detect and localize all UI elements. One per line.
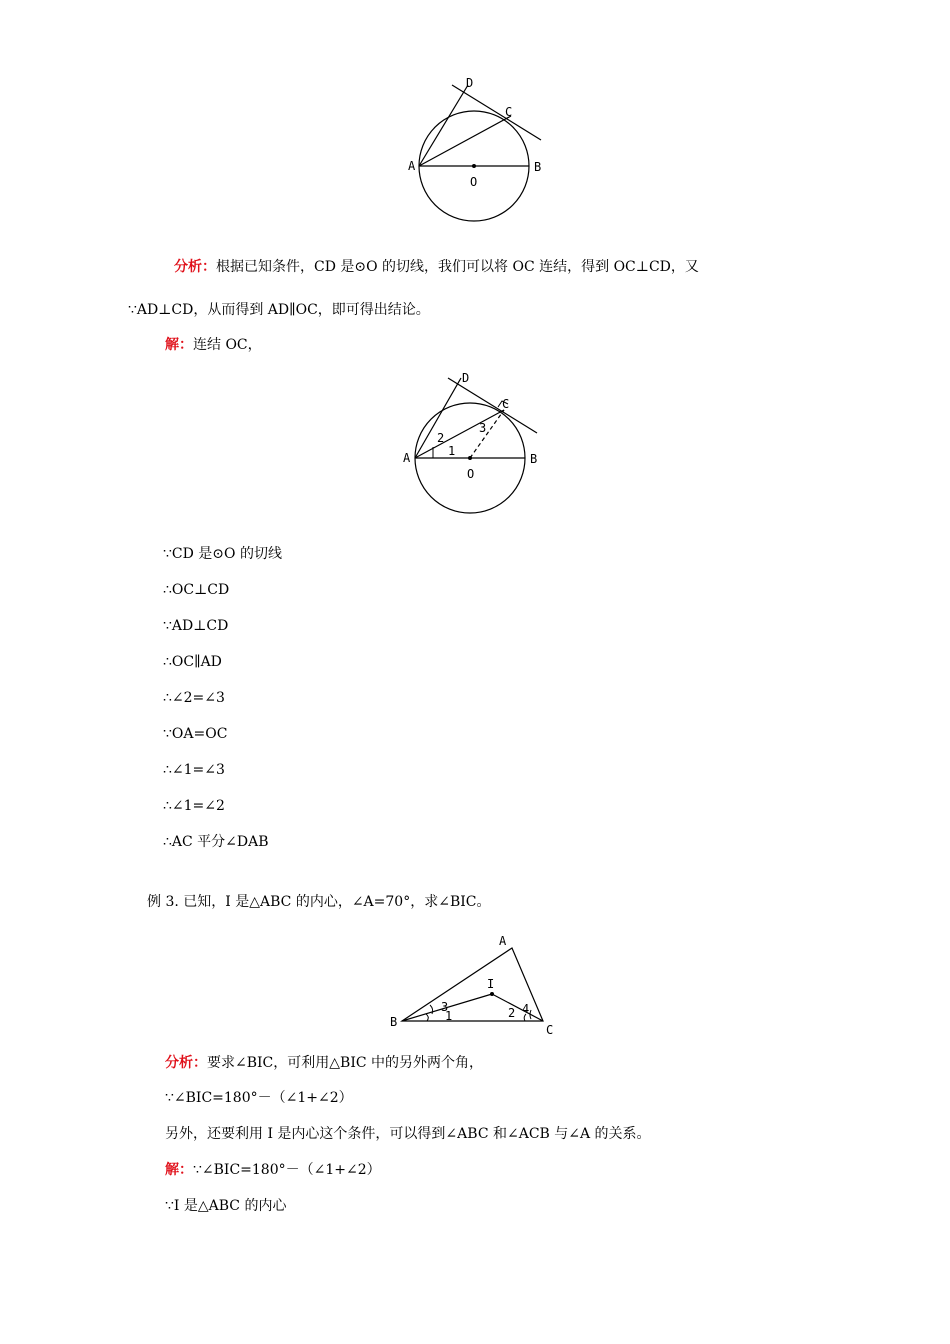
svg-text:4: 4 — [522, 1002, 530, 1016]
figure-circle-radius — [398, 370, 558, 520]
svg-text:C: C — [505, 105, 513, 119]
svg-text:3: 3 — [479, 421, 487, 435]
svg-text:O: O — [467, 467, 475, 481]
svg-text:D: D — [462, 371, 470, 385]
svg-text:C: C — [546, 1023, 554, 1037]
step-9: ∴AC 平分∠DAB — [163, 834, 269, 850]
solution-text: 连结 OC， — [193, 337, 262, 353]
analysis-2-text: 要求∠BIC，可利用△BIC 中的另外两个角， — [207, 1055, 484, 1071]
step-3: ∵AD⊥CD — [163, 618, 229, 634]
svg-text:B: B — [534, 160, 542, 174]
svg-text:1: 1 — [445, 1009, 453, 1023]
solution-1 — [165, 336, 262, 354]
svg-text:O: O — [470, 175, 478, 189]
example-3: 例 3. 已知，I 是△ABC 的内心，∠A=70°，求∠BIC。 — [147, 894, 491, 910]
analysis-2 — [165, 1054, 483, 1072]
analysis-label: 分析： — [174, 259, 216, 275]
svg-text:D: D — [466, 78, 474, 90]
svg-text:C: C — [502, 397, 510, 411]
svg-text:A: A — [408, 159, 416, 173]
solution-2 — [165, 1161, 381, 1179]
solution-2-label: 解： — [165, 1162, 193, 1178]
analysis-2-line-2: ∵∠BIC=180°－（∠1+∠2） — [165, 1090, 353, 1106]
step-6: ∵OA=OC — [163, 726, 228, 742]
step-1: ∵CD 是⊙O 的切线 — [163, 546, 282, 562]
analysis-text: 根据已知条件，CD 是⊙O 的切线，我们可以将 OC 连结，得到 OC⊥CD，又 — [216, 259, 699, 275]
svg-text:I: I — [487, 977, 495, 991]
solution-2-line-2: ∵I 是△ABC 的内心 — [165, 1198, 287, 1214]
step-5: ∴∠2=∠3 — [163, 690, 225, 706]
step-4: ∴OC∥AD — [163, 654, 222, 670]
analysis-1-line-1 — [174, 258, 699, 276]
figure-triangle-incenter — [386, 930, 566, 1040]
solution-label: 解： — [165, 337, 193, 353]
svg-text:B: B — [530, 452, 538, 466]
svg-text:A: A — [403, 451, 411, 465]
analysis-1-line-2: ∵AD⊥CD，从而得到 AD∥OC，即可得出结论。 — [128, 302, 430, 318]
svg-text:2: 2 — [508, 1006, 516, 1020]
svg-text:B: B — [390, 1015, 398, 1029]
solution-2-text: ∵∠BIC=180°－（∠1+∠2） — [193, 1162, 381, 1178]
svg-text:2: 2 — [437, 431, 445, 445]
step-2: ∴OC⊥CD — [163, 582, 230, 598]
svg-text:3: 3 — [441, 1000, 449, 1014]
svg-text:A: A — [499, 934, 507, 948]
step-7: ∴∠1=∠3 — [163, 762, 225, 778]
analysis-2-label: 分析： — [165, 1055, 207, 1071]
analysis-2-line-3: 另外，还要利用 I 是内心这个条件，可以得到∠ABC 和∠ACB 与∠A 的关系。 — [165, 1126, 651, 1142]
svg-text:1: 1 — [448, 444, 456, 458]
figure-circle-tangent — [400, 78, 560, 228]
step-8: ∴∠1=∠2 — [163, 798, 225, 814]
